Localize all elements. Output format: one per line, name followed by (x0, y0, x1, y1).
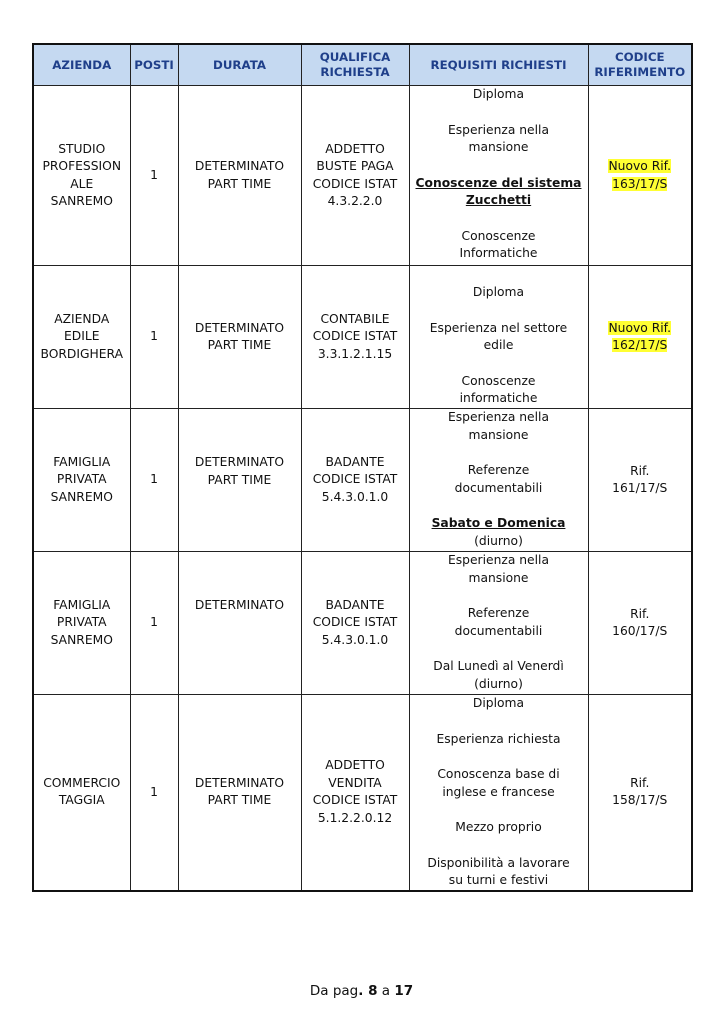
header-azienda: AZIENDA (33, 44, 130, 86)
header-durata: DURATA (178, 44, 301, 86)
header-row (33, 44, 692, 86)
requisiti-cell: Esperienza nella mansione Referenze documentabili Sabato e Domenica (diurno) (409, 409, 588, 552)
azienda-cell: COMMERCIO TAGGIA (33, 695, 130, 891)
footer-total: 17 (394, 983, 414, 999)
codice-cell: Rif. 160/17/S (588, 552, 692, 695)
posti-cell: 1 (130, 266, 178, 409)
durata-cell: DETERMINATO (178, 552, 301, 695)
durata-cell: DETERMINATO PART TIME (178, 695, 301, 891)
azienda-cell: FAMIGLIA PRIVATA SANREMO (33, 552, 130, 695)
posti-cell: 1 (130, 695, 178, 891)
posti-cell: 1 (130, 409, 178, 552)
header-codice: CODICE RIFERIMENTO (588, 44, 692, 86)
codice-cell: Rif. 158/17/S (588, 695, 692, 891)
qualifica-cell: BADANTE CODICE ISTAT 5.4.3.0.1.0 (301, 409, 409, 552)
posti-cell: 1 (130, 86, 178, 266)
header-qualifica: QUALIFICA RICHIESTA (301, 44, 409, 86)
table-row (33, 266, 692, 409)
azienda-cell: AZIENDA EDILE BORDIGHERA (33, 266, 130, 409)
table-row (33, 86, 692, 266)
codice-cell: Rif. 161/17/S (588, 409, 692, 552)
durata-cell: DETERMINATO PART TIME (178, 86, 301, 266)
table-row (33, 695, 692, 891)
codice-cell: Nuovo Rif. 163/17/S (588, 86, 692, 266)
page-footer (0, 983, 723, 999)
header-requisiti: REQUISITI RICHIESTI (409, 44, 588, 86)
azienda-cell: STUDIO PROFESSION ALE SANREMO (33, 86, 130, 266)
table-row (33, 552, 692, 695)
job-table (32, 43, 693, 892)
qualifica-cell: CONTABILE CODICE ISTAT 3.3.1.2.1.15 (301, 266, 409, 409)
footer-prefix: Da pag (309, 983, 359, 999)
codice-cell: Nuovo Rif. 162/17/S (588, 266, 692, 409)
durata-cell: DETERMINATO PART TIME (178, 409, 301, 552)
requisiti-cell: Diploma Esperienza richiesta Conoscenza base di inglese e francese Mezzo proprio Disponibilità a lavorare su turni e festivi (409, 695, 588, 891)
job-table-container (32, 43, 691, 892)
qualifica-cell: BADANTE CODICE ISTAT 5.4.3.0.1.0 (301, 552, 409, 695)
header-posti: POSTI (130, 44, 178, 86)
table-row (33, 409, 692, 552)
requisiti-cell: Diploma Esperienza nel settore edile Conoscenze informatiche (409, 266, 588, 409)
footer-page: . 8 (358, 983, 378, 999)
requisiti-cell: Diploma Esperienza nella mansione Conoscenze del sistema Zucchetti Conoscenze Informatiche (409, 86, 588, 266)
qualifica-cell: ADDETTO BUSTE PAGA CODICE ISTAT 4.3.2.2.0 (301, 86, 409, 266)
azienda-cell: FAMIGLIA PRIVATA SANREMO (33, 409, 130, 552)
footer-middle: a (377, 983, 395, 999)
durata-cell: DETERMINATO PART TIME (178, 266, 301, 409)
requisiti-cell: Esperienza nella mansione Referenze documentabili Dal Lunedì al Venerdì (diurno) (409, 552, 588, 695)
qualifica-cell: ADDETTO VENDITA CODICE ISTAT 5.1.2.2.0.12 (301, 695, 409, 891)
posti-cell: 1 (130, 552, 178, 695)
